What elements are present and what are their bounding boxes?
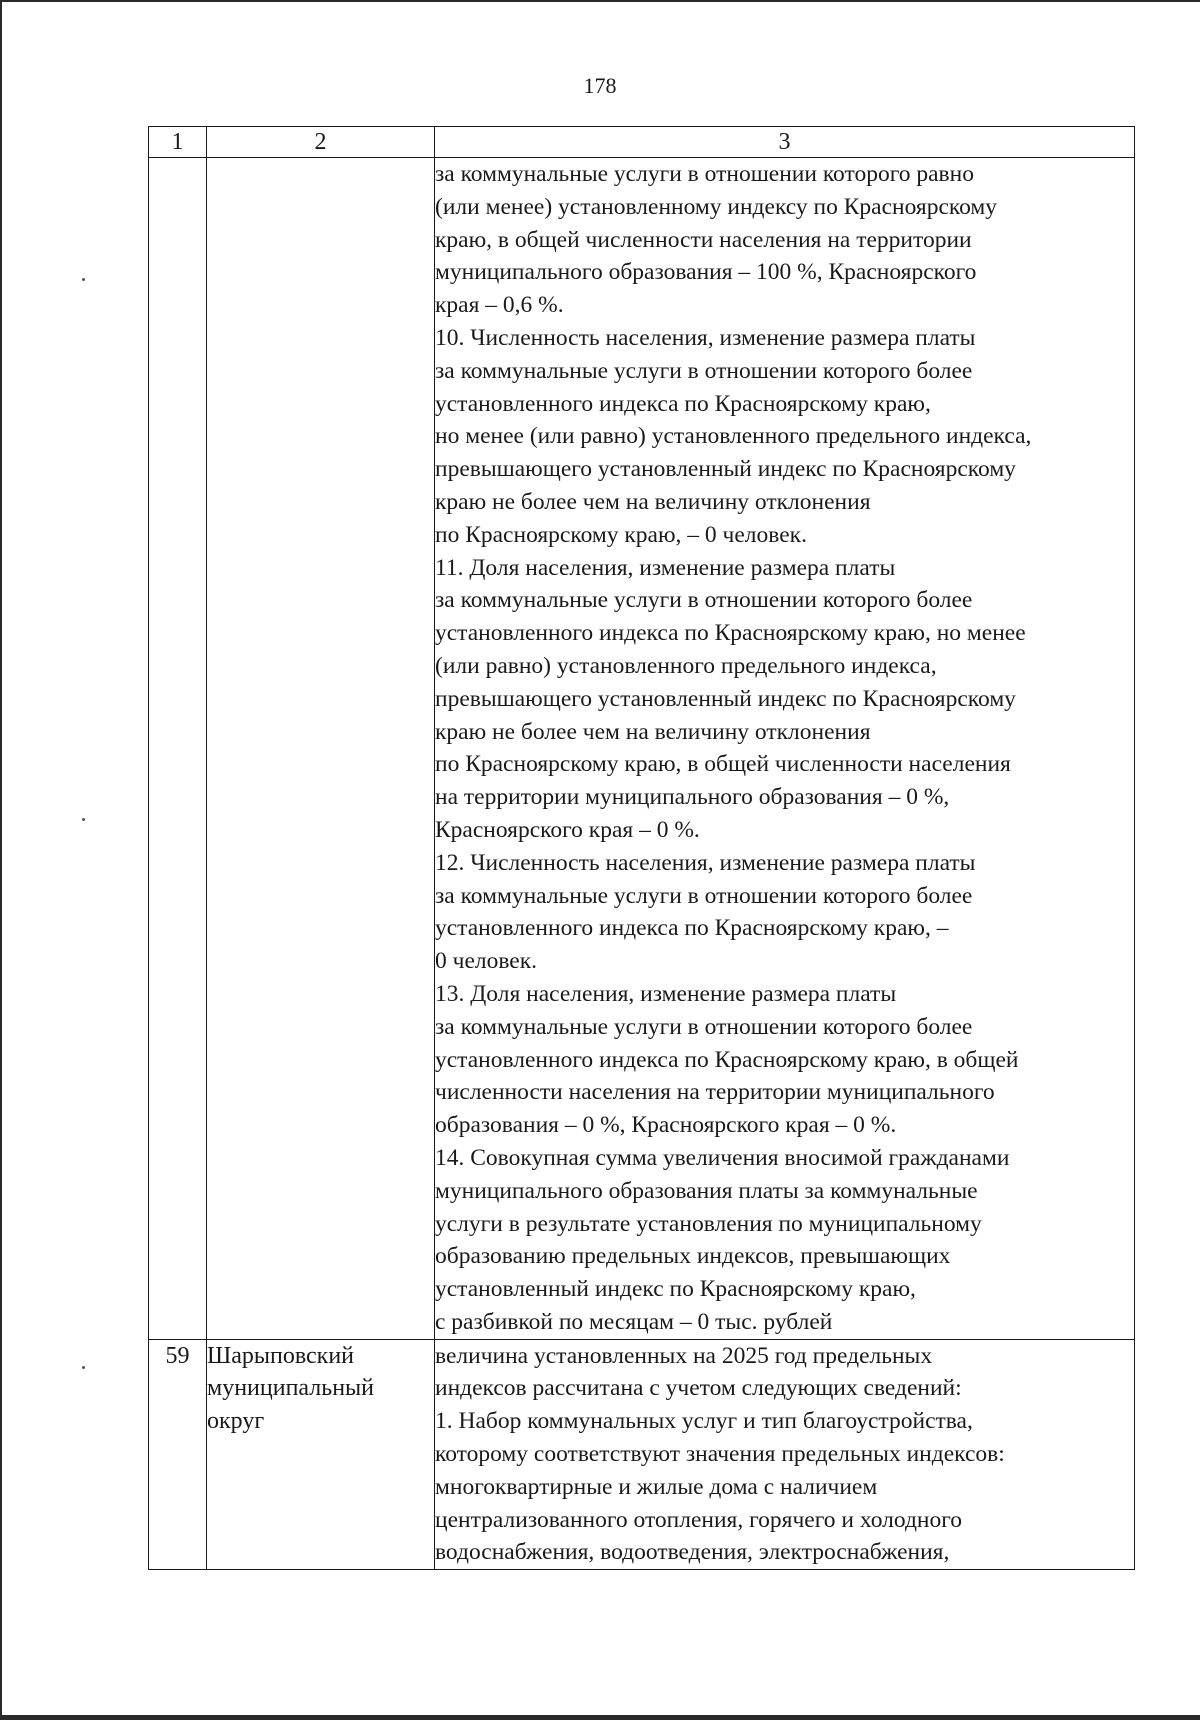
description-line: с разбивкой по месяцам – 0 тыс. рублей — [435, 1308, 833, 1335]
description-line: индексов рассчитана с учетом следующих сведений: — [435, 1375, 962, 1402]
description-line: но менее (или равно) установленного предельного индекса, — [435, 423, 1032, 450]
table-row — [149, 1339, 1135, 1570]
description-line: муниципального образования платы за коммунальные — [435, 1177, 978, 1204]
description-line: 14. Совокупная сумма увеличения вносимой гражданами — [435, 1144, 1010, 1171]
municipality-name-line: Шарыповский — [207, 1342, 355, 1369]
description-line: величина установленных на 2025 год предельных — [435, 1342, 933, 1369]
column-header: 3 — [435, 127, 1135, 158]
description-line: установленного индекса по Красноярскому краю, в общей — [435, 1046, 1019, 1073]
description-line: централизованного отопления, горячего и холодного — [435, 1506, 963, 1533]
description-cell — [435, 158, 1135, 1340]
description-line: 0 человек. — [435, 948, 538, 975]
description-line: установленный индекс по Красноярскому краю, — [435, 1276, 916, 1303]
description-line: численности населения на территории муниципального — [435, 1079, 995, 1106]
municipality-name-line: округ — [207, 1408, 265, 1435]
row-number-cell: 59 — [149, 1339, 207, 1570]
description-line: края – 0,6 %. — [435, 292, 564, 319]
description-line: по Красноярскому краю, – 0 человек. — [435, 521, 807, 548]
description-line: услуги в результате установления по муниципальному — [435, 1210, 982, 1237]
scan-speck — [82, 1366, 85, 1369]
description-line: краю, в общей численности населения на территории — [435, 226, 972, 253]
description-line: Красноярского края – 0 %. — [435, 816, 700, 843]
description-line: установленного индекса по Красноярскому краю, но менее — [435, 620, 1026, 647]
column-header: 1 — [149, 127, 207, 158]
description-line: которому соответствуют значения предельных индексов: — [435, 1441, 1005, 1468]
municipality-name-line: муниципальный — [207, 1375, 375, 1402]
scan-edge-top — [0, 0, 1200, 2]
description-line: 13. Доля населения, изменение размера платы — [435, 980, 897, 1007]
row-number-cell — [149, 158, 207, 1340]
scan-edge-bottom — [0, 1715, 1200, 1720]
scan-speck — [82, 278, 85, 281]
page-number: 178 — [583, 73, 617, 98]
description-line: водоснабжения, водоотведения, электроснабжения, — [435, 1539, 950, 1566]
description-line: 11. Доля населения, изменение размера платы — [435, 554, 896, 581]
description-line: 10. Численность населения, изменение размера платы — [435, 324, 976, 351]
table-header-row — [149, 127, 1135, 158]
description-line: образования – 0 %, Красноярского края – 0 %. — [435, 1112, 897, 1139]
document-table — [148, 126, 1135, 1570]
description-line: (или равно) установленного предельного индекса, — [435, 652, 937, 679]
description-line: за коммунальные услуги в отношении которого более — [435, 882, 973, 909]
description-line: краю не более чем на величину отклонения — [435, 488, 871, 515]
description-line: образованию предельных индексов, превышающих — [435, 1243, 951, 1270]
municipality-name-cell — [207, 158, 435, 1340]
scan-edge-left — [0, 0, 2, 1720]
description-line: за коммунальные услуги в отношении которого равно — [435, 161, 974, 187]
description-line: 12. Численность населения, изменение размера платы — [435, 849, 976, 876]
description-line: краю не более чем на величину отклонения — [435, 718, 871, 745]
description-line: за коммунальные услуги в отношении которого более — [435, 1013, 973, 1040]
description-line: установленного индекса по Красноярскому краю, — [435, 390, 931, 417]
description-line: установленного индекса по Красноярскому краю, – — [435, 915, 949, 942]
description-cell — [435, 1339, 1135, 1570]
table-row — [149, 158, 1135, 1340]
description-line: (или менее) установленному индексу по Красноярскому — [435, 193, 998, 220]
scan-speck — [82, 818, 85, 821]
description-line: превышающего установленный индекс по Красноярскому — [435, 685, 1016, 712]
description-line: муниципального образования – 100 %, Красноярского — [435, 259, 977, 286]
description-line: за коммунальные услуги в отношении которого более — [435, 587, 973, 614]
column-header: 2 — [207, 127, 435, 158]
description-line: превышающего установленный индекс по Красноярскому — [435, 456, 1016, 483]
description-line: за коммунальные услуги в отношении которого более — [435, 357, 973, 384]
description-line: по Красноярскому краю, в общей численности населения — [435, 751, 1011, 778]
description-line: 1. Набор коммунальных услуг и тип благоустройства, — [435, 1408, 973, 1435]
description-line: на территории муниципального образования – 0 %, — [435, 784, 950, 811]
description-line: многоквартирные и жилые дома с наличием — [435, 1473, 878, 1500]
municipality-name-cell — [207, 1339, 435, 1570]
